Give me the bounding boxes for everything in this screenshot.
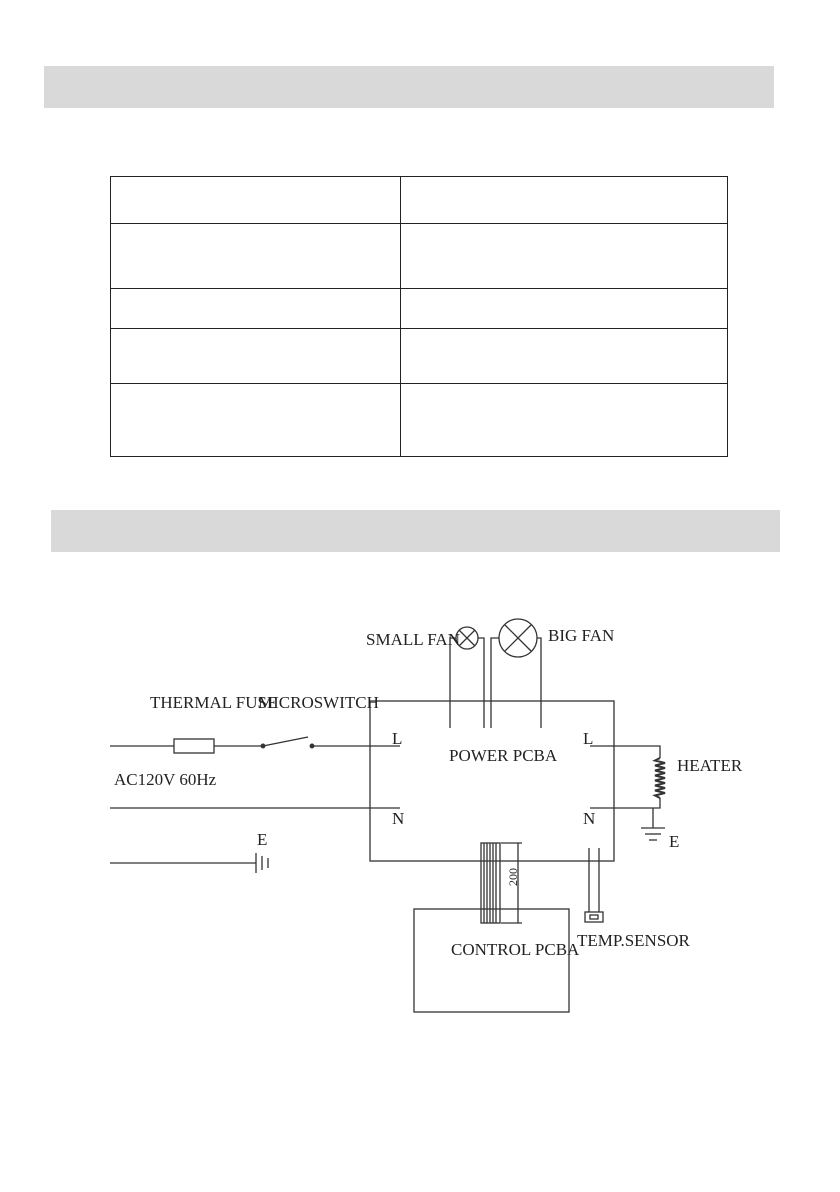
control-pcba-box	[414, 909, 569, 1012]
earth-label-right: E	[669, 832, 680, 851]
control-pcba-label: CONTROL PCBA	[451, 940, 580, 959]
power-pcba-label: POWER PCBA	[449, 746, 558, 765]
terminal-l-right: L	[583, 729, 594, 748]
temp-sensor-icon	[585, 848, 603, 922]
heater-wire-return	[590, 798, 660, 808]
microswitch-symbol	[263, 737, 308, 746]
power-pcba-box	[370, 701, 614, 861]
thermal-fuse-symbol	[174, 739, 214, 753]
earth-symbol-right	[641, 808, 665, 840]
big-fan-wire-left	[491, 638, 499, 728]
heater-label: HEATER	[677, 756, 743, 775]
ribbon-cable	[481, 843, 500, 923]
small-fan-label: SMALL FAN	[366, 630, 460, 649]
big-fan-icon	[499, 619, 537, 657]
ac-supply-label: AC120V 60Hz	[114, 770, 217, 789]
terminal-l-left: L	[392, 729, 403, 748]
heater-wire-live	[590, 746, 660, 758]
terminal-n-right: N	[583, 809, 596, 828]
cable-length-label: 200	[506, 868, 520, 886]
heater-coil-icon	[655, 758, 665, 798]
big-fan-wire-right	[537, 638, 541, 728]
small-fan-wire-left	[450, 638, 456, 728]
temp-sensor-label: TEMP.SENSOR	[577, 931, 690, 950]
microswitch-label: MICROSWITCH	[258, 693, 379, 712]
small-fan-wire-right	[478, 638, 484, 728]
big-fan-label: BIG FAN	[548, 626, 615, 645]
terminal-n-left: N	[392, 809, 405, 828]
thermal-fuse-label: THERMAL FUSE	[150, 693, 278, 712]
earth-label-left: E	[257, 830, 268, 849]
earth-symbol-left	[256, 853, 268, 873]
